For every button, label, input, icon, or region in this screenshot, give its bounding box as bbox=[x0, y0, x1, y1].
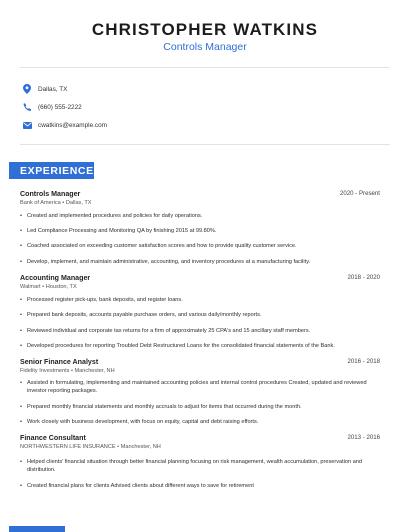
candidate-title: Controls Manager bbox=[163, 41, 247, 53]
location-pin-icon bbox=[22, 83, 32, 95]
job-title: Controls Manager bbox=[20, 190, 81, 198]
location-text: Dallas, TX bbox=[38, 85, 68, 93]
candidate-name: CHRISTOPHER WATKINS bbox=[91, 20, 319, 39]
job-dates: 2020 - Present bbox=[340, 190, 380, 197]
phone-icon bbox=[22, 101, 32, 113]
experience-heading: EXPERIENCE bbox=[9, 162, 94, 179]
email-icon bbox=[22, 119, 32, 131]
next-section-heading-bar bbox=[9, 526, 65, 532]
job-dates: 2016 - 2018 bbox=[347, 358, 380, 365]
company-name: NORTHWESTERN LIFE INSURANCE bbox=[20, 444, 116, 450]
job-entry: Accounting Manager 2018 - 2020 Walmart • Houston, TX • Processed register pick-ups, bank deposits, and register loans. • Prepared bank deposits, accounts payable purchase orders, and various daily/monthly reports. • Reviewed individual and corporate tax returns for a firm of approximately 25 CPA's and 15 ancillary staff members. • Developed procedures for reporting Troubled Debt Restructured Loans for the consolidated financial statements of the Bank. bbox=[20, 274, 380, 349]
job-title: Senior Finance Analyst bbox=[20, 358, 99, 366]
job-entry: Controls Manager 2020 - Present Bank of America • Dallas, TX • Created and implemented procedures and policies for daily operations. • Led Compliance Processing and Monitoring QA by finishing 2015 at 99.80%. • Coached associated on exceeding customer satisfaction scores and how to provide quality customer service. • Develop, implement, and maintain administrative, accounting, and inventory procedures at a manufacturing facility. bbox=[20, 190, 380, 265]
job-entry: Finance Consultant 2013 - 2016 NORTHWESTERN LIFE INSURANCE • Manchester, NH • Helped clients' financial situation through better financial planning focusing on risk management, wealth accumulation, preservation and distribution. • Created financial plans for clients Advised clients about different ways to save for retirement bbox=[20, 434, 380, 489]
job-location: Houston, TX bbox=[45, 284, 77, 290]
job-location: Manchester, NH bbox=[120, 444, 161, 450]
job-entry: Senior Finance Analyst 2016 - 2018 Fidelity Investments • Manchester, NH • Assisted in formulating, implementing and maintained accounting policies and internal control procedures Created, updated and reviewed investor reporting packages. • Prepared monthly financial statements and monthly accruals to adjust for items that occurred during the month. • Work closely with business development, with focus on equity, capital and debt raising efforts. bbox=[20, 358, 380, 425]
job-title: Finance Consultant bbox=[20, 434, 86, 442]
divider bbox=[20, 67, 390, 68]
divider bbox=[20, 144, 390, 145]
company-name: Bank of America bbox=[20, 200, 61, 206]
contact-location bbox=[22, 83, 67, 95]
job-employer: NORTHWESTERN LIFE INSURANCE • Manchester, NH bbox=[20, 444, 161, 450]
job-location: Manchester, NH bbox=[74, 368, 115, 374]
job-title: Accounting Manager bbox=[20, 274, 91, 282]
company-name: Fidelity Investments bbox=[20, 368, 70, 374]
company-name: Walmart bbox=[20, 284, 41, 290]
contact-email bbox=[22, 119, 107, 131]
job-dates: 2013 - 2016 bbox=[347, 434, 380, 441]
phone-text: (660) 555-2222 bbox=[38, 103, 82, 111]
job-employer: Bank of America • Dallas, TX bbox=[20, 200, 92, 206]
job-dates: 2018 - 2020 bbox=[347, 274, 380, 281]
job-employer: Fidelity Investments • Manchester, NH bbox=[20, 368, 115, 374]
job-location: Dallas, TX bbox=[65, 200, 92, 206]
contact-phone bbox=[22, 101, 82, 113]
email-text: cwatkins@example.com bbox=[38, 121, 107, 129]
job-employer: Walmart • Houston, TX bbox=[20, 284, 77, 290]
